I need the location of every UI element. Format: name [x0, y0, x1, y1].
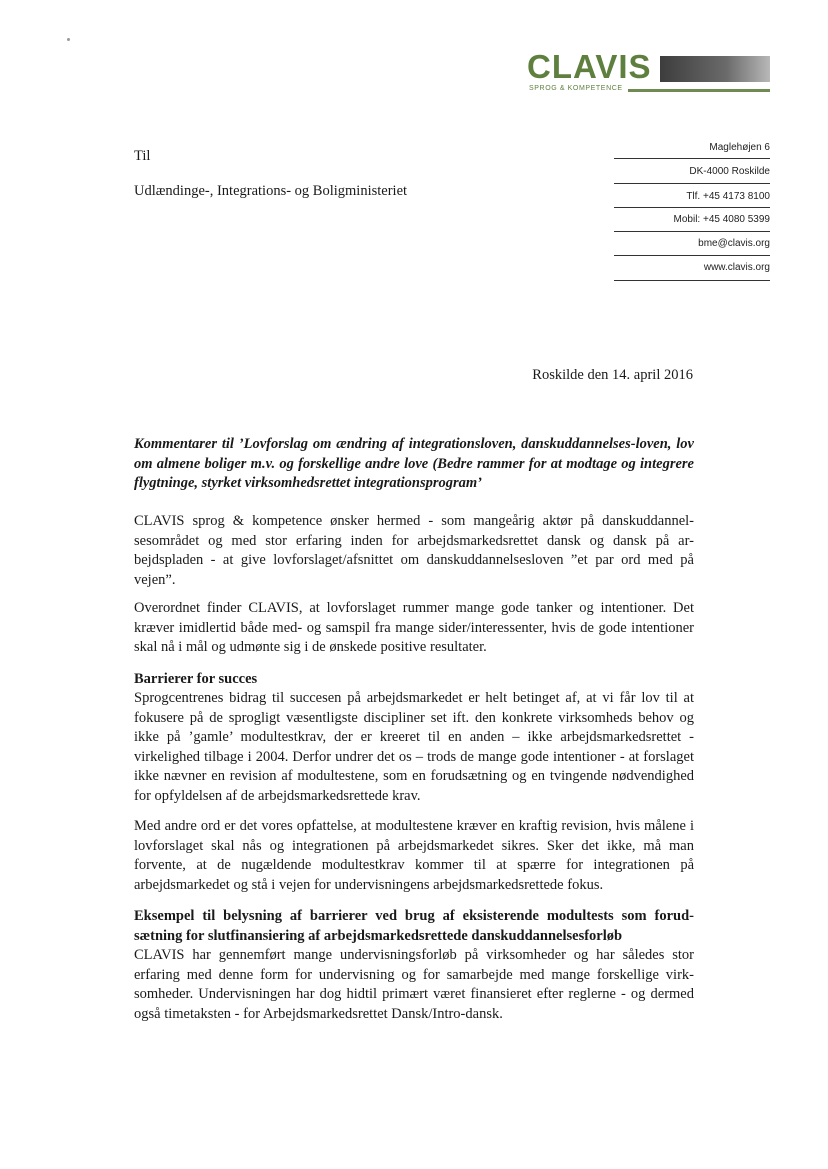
letter-subject: Kommentarer til ’Lovforslag om ændring af integrationsloven, danskuddannelses-loven, lov om almene boliger m.v. og forskellige andre love (Bedre rammer for at modtage og integrere flygtninge, styrket virksomhedsrettet integrationsprogram’ [134, 436, 694, 491]
paragraph-intro: CLAVIS sprog & kompetence ønsker hermed - som mangeårig aktør på danskuddannel-sesområdet og med stor erfaring inden for arbejdsmarkedsrettet dansk og dansk på ar-bejdspladen - at give lovforslaget/afsnittet om danskuddannelsesloven ”et par ord med på vejen”. [134, 513, 694, 588]
paragraph-example: CLAVIS har gennemført mange undervisningsforløb på virksomheder og har således stor erfaring med denne form for undervisning og for samarbejde med mange forskellige virk-somheder. Undervisningen har dog hidtil primært været finansieret efter reglerne - og dermed også timetaksten - for Arbejdsmarkedsrettet Dansk/Intro-dansk. [134, 947, 694, 1022]
recipient: Udlændinge-, Integrations- og Boligministeriet [134, 183, 408, 199]
contact-divider [614, 158, 770, 159]
contact-email[interactable]: bme@clavis.org [698, 238, 770, 249]
scan-speck [67, 38, 70, 41]
section-heading-example: Eksempel til belysning af barrierer ved brug af eksisterende modultests som forud-sætning for slutfinansiering af arbejdsmarkedsrettede danskuddannelsesforløb [134, 908, 694, 944]
company-logo: CLAVIS [527, 48, 652, 85]
paragraph-overview: Overordnet finder CLAVIS, at lovforslaget rummer mange gode tanker og intentioner. Det kræver imidlertid både med- og samspil fra mange sider/interessenter, hvis de gode intentioner skal nå i mål og udmønte sig i de ønskede positive resultater. [134, 600, 694, 655]
logo-graphic-bar [660, 56, 770, 82]
contact-divider [614, 255, 770, 256]
contact-mobile: Mobil: +45 4080 5399 [673, 214, 770, 225]
paragraph-barriers-2: Med andre ord er det vores opfattelse, at modultestene kræver en kraftig revision, hvis målene i lovforslaget skal nås og integrationen på arbejdsmarkedet sikres. Sker det ikke, må man forvente, at de nugældende modultestkrav kommer til at spærre for integrationen på arbejdsmarkedet og stå i vejen for undervisningens arbejdsmarkedsrettede fokus. [134, 818, 694, 893]
contact-divider [614, 280, 770, 281]
contact-divider [614, 207, 770, 208]
contact-phone: Tlf. +45 4173 8100 [686, 191, 770, 202]
contact-address: Maglehøjen 6 [709, 142, 770, 153]
letter-date: Roskilde den 14. april 2016 [532, 367, 693, 383]
logo-tagline: SPROG & KOMPETENCE [529, 85, 623, 92]
logo-underline [628, 89, 770, 92]
section-heading-barriers: Barrierer for succes [134, 671, 258, 687]
contact-city: DK-4000 Roskilde [689, 166, 770, 177]
contact-divider [614, 231, 770, 232]
contact-website[interactable]: www.clavis.org [703, 262, 770, 273]
contact-divider [614, 183, 770, 184]
salutation: Til [134, 148, 151, 164]
paragraph-barriers-1: Sprogcentrenes bidrag til succesen på arbejdsmarkedet er helt betinget af, at vi får lov til at fokusere på de sprogligt væsentligste discipliner set ift. den konkrete virksomheds behov og ikke på ’gamle’ modultestkrav, der er kreeret til en anden – ikke arbejdsmarkedsrettet - virkelighed tilbage i 2004. Derfor undrer det os – trods de mange gode intentioner - at forslaget ikke nævner en revision af modultestene, som en forudsætning og en tvingende nødvendighed for opfyldelsen af de arbejdsmarkedsrettede krav. [134, 690, 694, 804]
